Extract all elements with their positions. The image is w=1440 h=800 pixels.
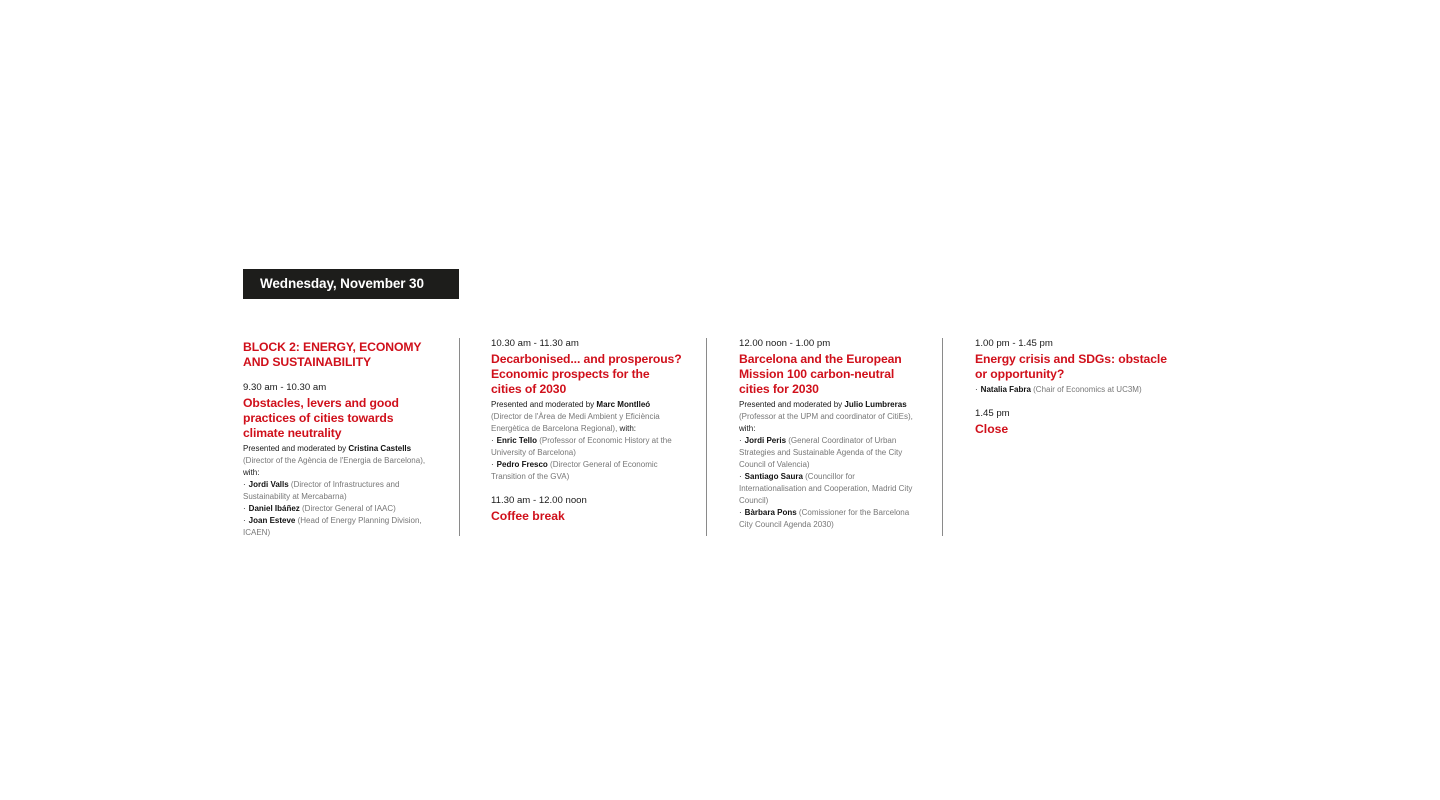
moderator-line [739, 399, 919, 435]
speaker-name: Natalia Fabra [980, 385, 1031, 394]
speaker-name: Jordi Valls [248, 480, 289, 489]
session-time: 12.00 noon - 1.00 pm [739, 338, 831, 349]
speaker-name: Jordi Peris [744, 436, 787, 445]
speaker-desc: (Director General of IAAC) [299, 504, 396, 513]
moderator-desc: (Director of the Agència de l'Energia de Barcelona), [243, 456, 426, 465]
block-title: BLOCK 2: ENERGY, ECONOMY AND SUSTAINABILITY [243, 340, 422, 369]
speaker-item: · Jordi Peris (General Coordinator of Urban Strategies and Sustainable Agenda of the City Council of Valencia) [739, 436, 903, 469]
speaker-item: · Joan Esteve (Head of Energy Planning Division, ICAEN) [243, 516, 422, 537]
speaker-desc: (General Coordinator of Urban Strategies and Sustainable Agenda of the City Council of Valencia) [739, 436, 903, 469]
moderator-line [243, 443, 435, 479]
moderator-desc: (Professor at the UPM and coordinator of CitiEs), [739, 412, 913, 421]
speaker-desc: (Director General of Economic Transition of the GVA) [491, 460, 658, 481]
speaker-desc: (Chair of Economics at UC3M) [1030, 385, 1142, 394]
moderator-desc: (Director de l'Àrea de Medi Ambient y Eficiència Energètica de Barcelona Regional), [491, 412, 660, 433]
break-time: 11.30 am - 12.00 noon [491, 495, 587, 506]
speaker-desc: (Councillor for Internationalisation and Cooperation, Madrid City Council) [739, 472, 913, 505]
moderator-name: Julio Lumbreras [844, 400, 907, 409]
speaker-name: Bàrbara Pons [744, 508, 797, 517]
day-header [243, 269, 459, 299]
speaker-item: · Natalia Fabra (Chair of Economics at UC3M) [975, 385, 1142, 394]
session-time: 9.30 am - 10.30 am [243, 382, 327, 393]
speaker-desc: (Professor of Economic History at the University of Barcelona) [491, 436, 672, 457]
speaker-name: Santiago Saura [744, 472, 803, 481]
day-title: Wednesday, November 30 [260, 276, 424, 291]
session-title: Obstacles, levers and good practices of cities towards climate neutrality [243, 396, 399, 440]
moderator-name: Cristina Castells [348, 444, 412, 453]
session-title: Energy crisis and SDGs: obstacle or opportunity? [975, 352, 1167, 381]
break-title: Coffee break [491, 509, 565, 523]
moderator-suffix: with: [739, 424, 756, 433]
session-time: 10.30 am - 11.30 am [491, 338, 579, 349]
speaker-item: · Enric Tello (Professor of Economic History at the University of Barcelona) [491, 436, 672, 457]
moderator-line [491, 399, 683, 435]
session-title: Barcelona and the European Mission 100 carbon-neutral cities for 2030 [739, 352, 902, 396]
speaker-item: · Pedro Fresco (Director General of Economic Transition of the GVA) [491, 460, 658, 481]
speaker-item: · Bàrbara Pons (Comissioner for the Barcelona City Council Agenda 2030) [739, 508, 910, 529]
session-column-4 [975, 338, 1175, 437]
session-column-3 [739, 338, 919, 531]
column-divider [459, 338, 460, 536]
column-divider [706, 338, 707, 536]
speaker-desc: (Director of Infrastructures and Sustainability at Mercabarna) [243, 480, 400, 501]
session-time: 1.00 pm - 1.45 pm [975, 338, 1053, 349]
speaker-desc: (Comissioner for the Barcelona City Council Agenda 2030) [739, 508, 910, 529]
speaker-name: Joan Esteve [248, 516, 296, 525]
moderator-name: Marc Montlleó [596, 400, 651, 409]
speaker-desc: (Head of Energy Planning Division, ICAEN) [243, 516, 422, 537]
moderator-suffix: with: [243, 468, 260, 477]
close-title: Close [975, 422, 1009, 436]
moderator-prefix: Presented and moderated by [491, 400, 597, 409]
speaker-name: Daniel Ibáñez [248, 504, 300, 513]
session-column-2 [491, 338, 683, 524]
moderator-prefix: Presented and moderated by [243, 444, 349, 453]
session-title: Decarbonised... and prosperous? Economic prospects for the cities of 2030 [491, 352, 682, 396]
speaker-item: · Santiago Saura (Councillor for Internationalisation and Cooperation, Madrid City Council) [739, 472, 913, 505]
moderator-prefix: Presented and moderated by [739, 400, 845, 409]
session-column-1 [243, 338, 435, 539]
moderator-suffix: with: [617, 424, 636, 433]
speaker-item: · Daniel Ibáñez (Director General of IAAC) [243, 504, 396, 513]
close-time: 1.45 pm [975, 408, 1010, 419]
column-divider [942, 338, 943, 536]
speaker-item: · Jordi Valls (Director of Infrastructures and Sustainability at Mercabarna) [243, 480, 400, 501]
speaker-name: Enric Tello [496, 436, 537, 445]
speaker-name: Pedro Fresco [496, 460, 548, 469]
